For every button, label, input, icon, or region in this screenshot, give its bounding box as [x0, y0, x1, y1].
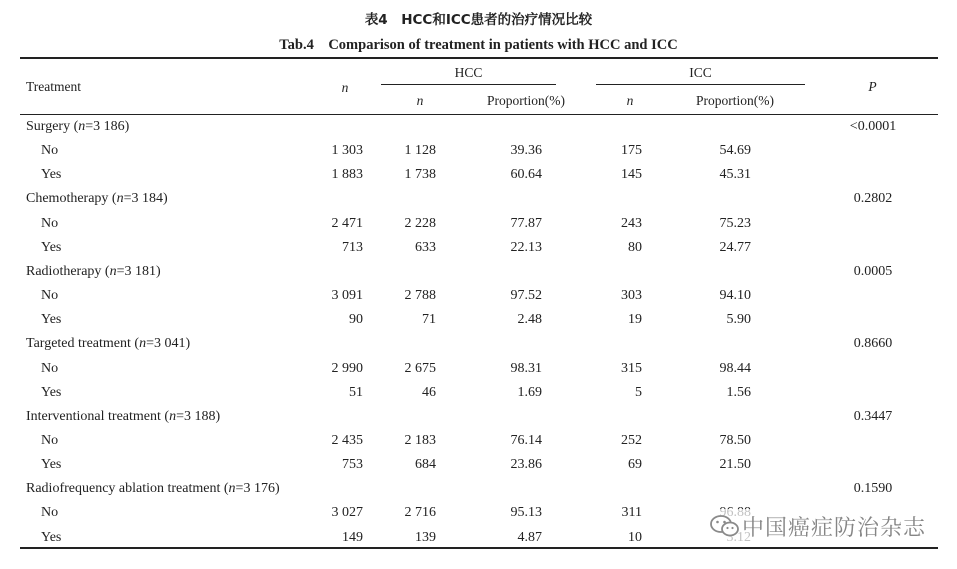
group-name: Radiotherapy — [26, 263, 102, 279]
row-icc-proportion: 98.44 — [719, 360, 751, 376]
row-total-n: 90 — [349, 312, 363, 328]
group-n-value: =3 176) — [235, 481, 280, 497]
p-value: 0.1590 — [853, 481, 893, 497]
p-value: 0.2802 — [853, 191, 893, 207]
row-total-n: 753 — [342, 457, 363, 473]
row-hcc-n: 71 — [422, 312, 436, 328]
row-total-n: 1 303 — [331, 143, 363, 159]
header-treatment: Treatment — [26, 79, 81, 94]
group-n-value: =3 181) — [116, 263, 161, 279]
row-label: No — [41, 360, 59, 376]
group-n-value: =3 041) — [146, 336, 191, 352]
group-open-paren: ( — [160, 408, 170, 424]
row-icc-n: 145 — [621, 167, 642, 183]
row-label: Yes — [41, 457, 62, 473]
header-p: P — [868, 79, 877, 94]
group-label — [26, 335, 190, 353]
p-value: 0.8660 — [853, 336, 893, 352]
row-icc-n: 243 — [621, 215, 642, 231]
row-hcc-n: 684 — [415, 457, 436, 473]
row-label: No — [41, 143, 59, 159]
group-name: Surgery — [26, 119, 71, 134]
header-icc-proportion: Proportion(%) — [696, 93, 774, 108]
row-hcc-proportion: 1.69 — [517, 384, 542, 400]
row-icc-n: 175 — [621, 143, 642, 159]
row-hcc-n: 46 — [422, 384, 436, 400]
group-name: Interventional treatment — [26, 408, 161, 424]
row-icc-n: 80 — [628, 239, 642, 255]
row-icc-proportion: 21.50 — [719, 457, 751, 473]
group-open-paren: ( — [101, 263, 110, 279]
row-icc-proportion: 78.50 — [719, 432, 751, 448]
row-icc-proportion: 54.69 — [719, 143, 751, 159]
row-hcc-proportion: 23.86 — [510, 457, 542, 473]
group-label — [26, 190, 168, 208]
row-icc-proportion: 75.23 — [719, 215, 751, 231]
bottom-rule — [20, 547, 938, 549]
row-icc-n: 252 — [621, 432, 642, 448]
header-icc-n: n — [626, 93, 634, 108]
row-icc-n: 10 — [628, 529, 642, 545]
row-label: Yes — [41, 239, 62, 255]
row-total-n: 51 — [349, 384, 363, 400]
watermark — [706, 509, 930, 543]
row-icc-proportion: 5.90 — [726, 312, 751, 328]
row-label: No — [41, 432, 59, 448]
header-rule — [20, 114, 938, 115]
row-hcc-n: 139 — [415, 529, 436, 545]
watermark-text: 中国癌症防治杂志 — [742, 515, 927, 541]
row-hcc-proportion: 76.14 — [510, 432, 542, 448]
group-n-symbol: n — [139, 336, 147, 352]
group-label — [26, 480, 280, 498]
group-name: Radiofrequency ablation treatment — [26, 481, 221, 497]
header-hcc: HCC — [454, 65, 483, 80]
group-n-symbol: n — [228, 481, 236, 497]
p-value: 0.0005 — [853, 263, 893, 279]
row-icc-n: 311 — [621, 505, 642, 521]
group-name: Targeted treatment — [26, 336, 131, 352]
group-open-paren: ( — [108, 191, 117, 207]
row-hcc-proportion: 2.48 — [517, 312, 542, 328]
row-icc-proportion: 45.31 — [719, 167, 751, 183]
row-icc-n: 303 — [621, 288, 642, 303]
row-hcc-n: 2 183 — [404, 432, 436, 448]
row-hcc-n: 1 128 — [404, 143, 436, 159]
row-hcc-proportion: 95.13 — [510, 505, 542, 521]
row-total-n: 3 027 — [331, 505, 363, 521]
row-total-n: 149 — [342, 529, 363, 545]
row-label: Yes — [41, 384, 62, 400]
group-open-paren: ( — [220, 481, 229, 497]
row-hcc-n: 633 — [415, 239, 436, 255]
group-label — [26, 118, 129, 136]
row-hcc-n: 2 716 — [404, 505, 436, 521]
group-n-value: =3 188) — [176, 408, 221, 424]
row-total-n: 2 435 — [331, 432, 363, 448]
row-icc-n: 19 — [628, 312, 642, 328]
row-hcc-proportion: 98.31 — [510, 360, 542, 376]
row-icc-proportion: 24.77 — [719, 239, 751, 255]
row-hcc-proportion: 4.87 — [517, 529, 542, 545]
group-n-symbol: n — [169, 408, 177, 424]
row-hcc-proportion: 60.64 — [510, 167, 542, 183]
header-hcc-proportion: Proportion(%) — [487, 93, 565, 108]
row-label: Yes — [41, 312, 62, 328]
row-label: Yes — [41, 167, 62, 183]
row-label: No — [41, 288, 59, 303]
row-icc-proportion: 94.10 — [719, 288, 751, 303]
row-label: Yes — [41, 529, 62, 545]
row-icc-n: 5 — [635, 384, 642, 400]
row-label: No — [41, 215, 59, 231]
group-n-symbol: n — [116, 191, 124, 207]
group-open-paren: ( — [130, 336, 140, 352]
p-value: 0.3447 — [853, 408, 893, 424]
header-n: n — [341, 80, 349, 95]
table-title-chinese: 表4 HCC和ICC患者的治疗情况比较 — [364, 12, 593, 28]
header-icc: ICC — [689, 65, 712, 80]
p-value: <0.0001 — [849, 119, 897, 134]
row-icc-n: 315 — [621, 360, 642, 376]
group-n-symbol: n — [78, 119, 86, 134]
row-total-n: 713 — [342, 239, 363, 255]
hcc-rule — [381, 84, 556, 85]
row-hcc-n: 2 228 — [404, 215, 436, 231]
row-hcc-proportion: 77.87 — [510, 215, 542, 231]
group-label — [26, 263, 161, 281]
row-icc-n: 69 — [628, 457, 642, 473]
row-icc-proportion: 1.56 — [726, 384, 751, 400]
group-n-value: =3 184) — [123, 191, 168, 207]
icc-rule — [596, 84, 805, 85]
row-hcc-proportion: 22.13 — [510, 239, 542, 255]
row-total-n: 3 091 — [331, 288, 363, 303]
group-n-value: =3 186) — [85, 119, 130, 134]
group-label — [26, 408, 220, 426]
row-hcc-n: 1 738 — [404, 167, 436, 183]
row-total-n: 1 883 — [331, 167, 363, 183]
row-hcc-n: 2 675 — [404, 360, 436, 376]
row-total-n: 2 990 — [331, 360, 363, 376]
row-label: No — [41, 505, 59, 521]
group-n-symbol: n — [109, 263, 117, 279]
wechat-icon — [708, 513, 742, 539]
row-hcc-proportion: 39.36 — [510, 143, 542, 159]
header-hcc-n: n — [416, 93, 424, 108]
group-name: Chemotherapy — [26, 191, 109, 207]
top-rule — [20, 57, 938, 59]
group-open-paren: ( — [70, 119, 79, 134]
row-hcc-n: 2 788 — [404, 288, 436, 303]
row-total-n: 2 471 — [331, 215, 363, 231]
row-hcc-proportion: 97.52 — [510, 288, 542, 303]
table-title-english: Tab.4 Comparison of treatment in patients with HCC and ICC — [279, 37, 678, 53]
